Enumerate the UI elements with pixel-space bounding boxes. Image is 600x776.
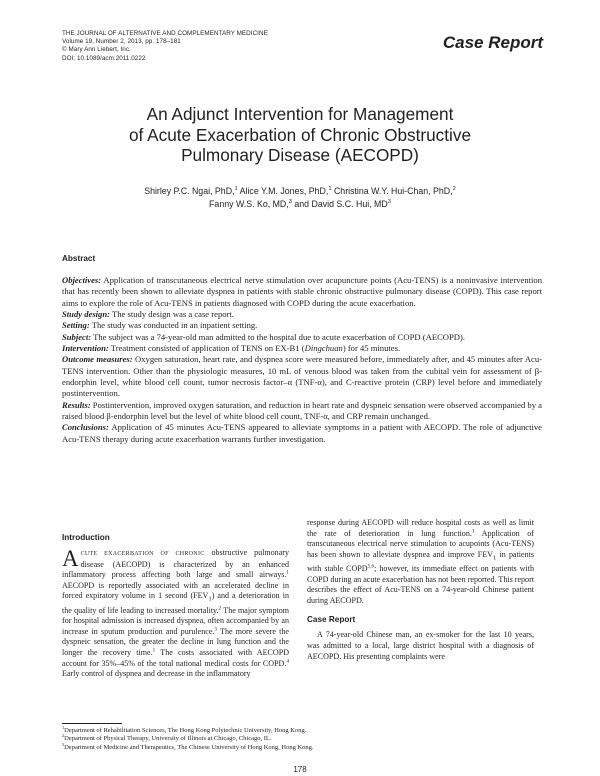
affiliation-3 [62,741,314,752]
journal-header [62,30,268,63]
abstract-objectives [62,275,542,309]
intro-text: AECOPD is reportedly associated with an accelerated decline in forced expiratory volume in 1 second (FEV [62,580,289,601]
author-5: and David S.C. Hui, MD [291,198,388,209]
article-type: Case Report [442,33,543,52]
author-1: Shirley P.C. Ngai, PhD, [144,186,235,196]
affiliation-marker: 1 [62,724,65,730]
drop-cap: A [62,546,79,571]
affiliations [62,724,314,752]
left-column [62,533,289,680]
abstract-subject [62,332,542,343]
title-line-1: An Adjunct Intervention for Management [146,104,454,124]
subject-text: The subject was a 74-year-old man admitted to the hospital due to acute exacerbation of COPD (AECOPD). [91,331,465,342]
title-line-2: of Acute Exacerbation of Chronic Obstructive [128,124,471,145]
abstract-outcome [62,354,542,399]
abstract-body [62,275,542,445]
intro-paragraph-1 [62,548,289,680]
affiliation-2 [62,735,314,743]
design-label: Study design: [62,309,110,320]
footnote-divider [62,723,122,724]
intervention-text-end: ) for 45 minutes. [342,343,401,354]
author-list [60,185,540,210]
intro-text: in patients with stable COPD [307,549,534,573]
objectives-text: Application of transcutaneous electrical nerve stimulation over acupuncture points (Acu-TENS) is a noninvasive intervention that has recently been shown to alleviate dyspnea in patients with stable chronic obstructive pulmonary disease (COPD). This case report aims to explore the role of Acu-TENS in patients diagnosed with COPD during the acute exacerbation. [62,275,542,308]
citation: 1 [286,569,289,576]
case-report-heading: Case Report [307,615,356,625]
conclusions-label: Conclusions: [62,422,109,433]
intervention-italic: Dingchuan [304,343,343,354]
subject-label: Subject: [62,331,92,342]
intro-text: The more severe the dyspneic sensation, the greater the decline in lung function and the longer the recovery time. [62,626,289,657]
author-2: Alice Y.M. Jones, PhD, [237,186,329,196]
subscript: 1 [208,595,212,603]
conclusions-text: Application of 45 minutes Acu-TENS appeared to alleviate symptoms in a patient with AECOPD. The role of adjunctive Acu-TENS therapy during acute exacerbation warrants further investigation. [62,422,542,444]
intro-text: response during AECOPD will reduce hospital costs as well as limit the rate of deterioration in lung function. [307,518,534,538]
results-text: Postintervention, improved oxygen saturation, and reduction in heart rate and dyspneic sensation were observed accompanied by a raised blood β-endorphin level but the level of white blood cell count, TNF-α, and CRP remain unchanged. [62,399,542,422]
journal-volume: Volume 19, Number 2, 2013, pp. 178–181 [62,38,181,46]
objectives-label: Objectives: [62,275,102,285]
abstract-intervention [62,343,542,354]
title-line-3: Pulmonary Disease (AECOPD) [181,145,419,165]
subscript: 1 [492,554,497,562]
author-3: Christina W.Y. Hui-Chan, PhD, [331,186,453,196]
journal-copyright: © Mary Ann Liebert, Inc. [62,46,131,54]
case-report-paragraph: A 74-year-old Chinese man, an ex-smoker for the last 10 years, was admitted to a local, large district hospital with a diagnosis of AECOPD. His presenting complaints were [307,630,534,661]
abstract-design [62,309,542,320]
article-title [60,104,540,166]
affiliation-marker: 3 [62,741,65,747]
journal-name: THE JOURNAL OF ALTERNATIVE AND COMPLEMENTARY MEDICINE [62,30,268,37]
author-2-affil: 1 [328,186,332,193]
abstract-results [62,400,542,423]
intro-text: Early control of dyspnea and decrease in the inflammatory [62,669,251,679]
citation: 1 [152,647,156,654]
setting-text: The study was conducted in an inpatient setting. [89,320,258,331]
intro-text: The costs associated with AECOPD account for 35%–45% of the total national medical costs for COPD. [62,647,290,668]
setting-label: Setting: [62,320,90,331]
citation: 3 [214,626,218,633]
results-label: Results: [62,399,91,410]
intervention-label: Intervention: [62,343,109,354]
affiliation-marker: 2 [62,733,65,739]
intro-text: The major symptom for hospital admission is increased dyspnea, often accompanied by an increase in sputum production and purulence. [62,605,289,636]
right-column [307,518,534,662]
introduction-heading: Introduction [62,533,110,542]
abstract-heading: Abstract [62,254,96,263]
intro-text: obstructive pulmonary disease (AECOPD) is characterized by an enhanced inflammatory process affecting both large and small airways. [62,548,289,580]
design-text: The study design was a case report. [110,309,234,320]
author-4-affil: 3 [288,198,292,205]
author-5-affil: 3 [387,198,391,205]
intro-text: ; however, its immediate effect on patients with COPD during an acute exacerbation has not been reported. This report describes the effect of Acu-TENS on a 74-year-old Chinese patient during AECOPD. [307,563,534,605]
intro-text: ) and a deterioration in the quality of life leading to increased mortality. [62,591,289,615]
page-number: 178 [293,765,307,774]
citation: 5,6 [367,563,375,570]
affiliation-text: Department of Physical Therapy, University of Illinois at Chicago, Chicago, IL. [64,735,272,743]
outcome-label: Outcome measures: [62,354,133,365]
author-3-affil: 2 [452,186,456,193]
intro-paragraph-2 [307,518,534,606]
outcome-text: Oxygen saturation, heart rate, and dyspnea score were measured before, immediately after, and 45 minutes after Acu-TENS intervention. Other than the physiologic measures, 10 mL of venous blood was taken from the cubital vein for assessment of β-endorphin level, white blood cell count, tumor necrosis factor–α (TNF-α), and C-reactive protein (CRP) level before and immediately postintervention. [62,354,542,399]
author-4: Fanny W.S. Ko, MD, [209,198,289,209]
affiliation-text: Department of Medicine and Therapeutics, The Chinese University of Hong Kong, Hong Kong. [64,743,314,751]
intervention-text: Treatment consisted of application of TENS on EX-B1 ( [108,343,305,354]
affiliation-text: Department of Rehabilitation Sciences, The Hong Kong Polytechnic University, Hong Kong. [64,727,307,734]
citation: 2 [218,604,222,611]
intro-text: Application of transcutaneous electrical nerve stimulation to acupoints (Acu-TENS) has been shown to alleviate dyspnea and improve FEV [307,528,534,559]
citation: 1 [471,527,475,534]
intro-smallcaps: CUTE EXACERBATION OF CHRONIC [80,551,205,557]
abstract-conclusions [62,422,542,445]
abstract-setting [62,320,542,331]
journal-doi: DOI: 10.1089/acm.2011.0222 [62,54,146,62]
author-1-affil: 1 [234,186,238,193]
citation: 4 [286,657,289,664]
